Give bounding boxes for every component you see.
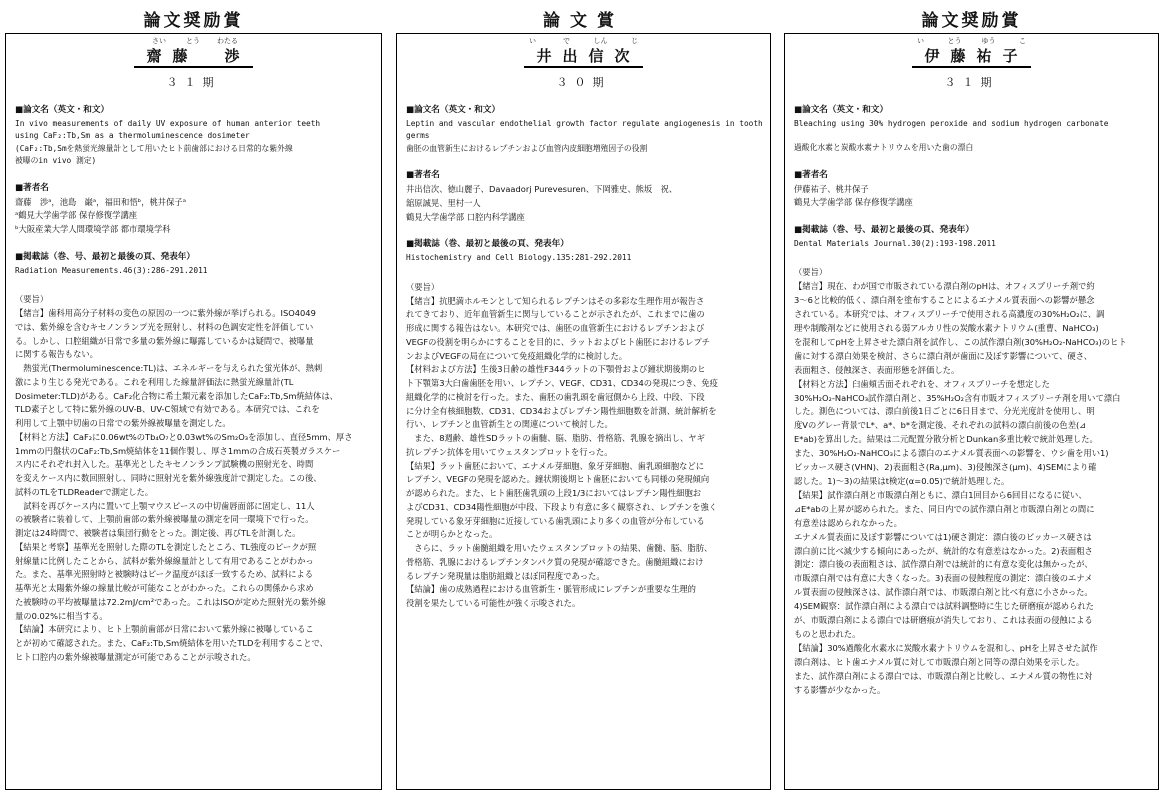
term: ３０期: [556, 76, 611, 89]
text-line: 4)SEM観察：試作漂白剤による漂白では試料調整時に生じた研磨痕が認められた: [794, 601, 1094, 612]
text-line: を変えケース内に数回照射し、同時に照射光を紫外線強度計で測定した。この後、: [15, 473, 322, 484]
text-line: 基準光と太陽紫外線の線量比較が可能なことがわかった。これらの関係から求め: [15, 583, 314, 594]
text-line: 射線量に比例したことから、試料が紫外線線量計として有用であることがわかっ: [15, 555, 314, 566]
paper-content: [785, 104, 1158, 697]
award-column-1: [0, 0, 387, 794]
text-line: ンおよびVEGFの局在について免疫組織化学的に検討した。: [406, 350, 628, 361]
paper-title: [15, 118, 372, 168]
text-line: に分け全有核細胞数、CD31、CD34およびレプチン陽性細胞数を計測、統計解析を: [406, 405, 717, 416]
text-line: TLD素子として特に紫外線のUV-B、UV-C領域で有効である。本研究では、これを: [15, 404, 320, 415]
term: ３１期: [944, 76, 999, 89]
text-line: 3～6と比較的低く、漂白剤を塗布することによるエナメル質表面への影響が懸念: [794, 295, 1095, 306]
text-line: 【緒言】現在、わが国で市販されている漂白剤のpHは、オフィスブリーチ剤で約: [794, 281, 1095, 292]
text-line: 【結果と考察】基準光を照射した際のTLを測定したところ、TL強度のピークが照: [15, 541, 317, 552]
text-line: 認した。1)～3)の結果はt検定(α=0.05)で統計処理した。: [794, 475, 1010, 486]
text-line: ル質表面の侵蝕深さは、試作漂白剤では、市販漂白剤と比べ有意に小さかった。: [794, 587, 1093, 598]
text-line: 理や制酸剤などに使用される弱アルカリ性の炭酸水素ナトリウム(重曹、NaHCO₃): [794, 323, 1099, 333]
summary-text: [15, 307, 372, 665]
name-ruby-reading: とう: [947, 37, 962, 45]
text-line: ᵃ鶴見大学歯学部 保存修復学講座: [15, 210, 138, 221]
text-line: が、市販漂白剤による漂白では研磨痕が消失しており、これは表面の侵蝕による: [794, 615, 1093, 626]
journal: Histochemistry and Cell Biology.135:281-292.2011: [406, 253, 632, 263]
summary-heading: （要旨）: [15, 294, 49, 305]
journal-heading: ■掲載誌（巻、号、最初と最後の頁、発表年）: [15, 251, 195, 262]
text-line: 抗レプチン抗体を用いてウェスタンブロットを行った。: [406, 446, 613, 457]
text-line: 30%H₂O₂-NaHCO₃試作漂白剤と、35%H₂O₂含有市販オフィスブリーチ剤を用いて漂白: [794, 392, 1121, 403]
text-line: 組織化学的に検討を行った。また、歯胚の歯乳頭を歯冠側から上段、中段、下段: [406, 391, 705, 402]
name-ruby-reading: い: [917, 37, 924, 45]
text-line: した。測色については、漂白前後1日ごとに6日目まで、分光光度計を使用し、明: [794, 406, 1095, 417]
text-line: 井出信次、徳山麗子、Davaadorj Purevesuren、下岡雅史、熊坂 祝、: [406, 184, 678, 195]
paper-title-heading: ■論文名（英文・和文）: [406, 105, 501, 115]
text-line: 測定：漂白後の表面粗さは、試作漂白剤では統計的に有意な変化は無かったが、: [794, 559, 1093, 570]
text-line: ビッカース硬さ(VHN)、2)表面粗さ(Ra,μm)、3)侵蝕深さ(μm)、4)SEMにより確: [794, 462, 1097, 473]
authors: [794, 183, 1149, 211]
text-line: 発現している象牙芽細胞に近接している歯乳頭により多くの血管が分布している: [406, 515, 705, 526]
text-line: [794, 130, 1149, 142]
text-line: 【結果】試作漂白剤と市販漂白剤ともに、漂白1回目から6回目になるに従い、: [794, 489, 1087, 500]
text-line: ⊿E*abの上昇が認められた。また、同日内での試作漂白剤と市販漂白剤との間に: [794, 503, 1095, 514]
paper-title-heading: ■論文名（英文・和文）: [15, 105, 110, 115]
text-line: ヒト口腔内の紫外線被曝量測定が可能であることが示唆された。: [15, 651, 256, 662]
text-line: 歯に対する漂白効果を検討、さらに漂白剤が歯面に及ぼす影響について、硬さ、: [794, 350, 1093, 361]
award-title: 論文賞: [543, 11, 624, 31]
text-line: る。しかし、口腔組織が日常で多量の紫外線に曝露しているかは疑問で、被曝量: [15, 335, 314, 346]
paper-title-heading: ■論文名（英文・和文）: [794, 105, 889, 115]
text-line: ものと思われた。: [794, 628, 861, 639]
text-line: 試料のTLをTLDReaderで測定した。: [15, 486, 154, 497]
award-column-2: [391, 0, 776, 794]
text-line: 漂白剤は、ヒト歯エナメル質に対して市販漂白剤と同等の漂白効果を示した。: [794, 656, 1085, 667]
text-line: 歯胚の血管新生におけるレプチンおよび血管内皮細胞増殖因子の役割: [406, 143, 648, 153]
paper-title: [794, 118, 1149, 155]
paper-content: [6, 104, 381, 665]
summary-heading: （要旨）: [406, 281, 440, 292]
text-line: また、試作漂白剤による漂白では、市販漂白剤と比較し、エナメル質の物性に対: [794, 670, 1093, 681]
text-line: た被験時の平均被曝量は72.2mJ/cm²であった。これはISOが定めた照射光の紫外線: [15, 596, 326, 607]
award-title: 論文奨励賞: [921, 11, 1022, 31]
text-line: されている。本研究では、オフィスブリーチで使用される高濃度の30%H₂O₂に、調: [794, 309, 1105, 320]
journal-heading: ■掲載誌（巻、号、最初と最後の頁、発表年）: [794, 225, 974, 236]
text-line: VEGFの役割を明らかにすることを目的に、ラットおよびヒト歯胚におけるレプチ: [406, 336, 711, 347]
name-ruby-reading: わたる: [217, 37, 238, 45]
journal: Dental Materials Journal.30(2):193-198.2011: [794, 238, 996, 248]
text-line: 度Vのグレー背景でL*、a*、b*を測定後、それぞれの試料の漂白前後の色差(⊿: [794, 420, 1087, 431]
text-line: する影響が少なかった。: [794, 684, 886, 695]
summary-text: [794, 280, 1149, 697]
authors-heading: ■著者名: [406, 170, 440, 181]
award-panel: [5, 33, 382, 790]
text-line: 市販漂白剤では有意に大きくなった。3)表面の侵蝕程度の測定：漂白後のエナメ: [794, 573, 1093, 584]
award-panel: [396, 33, 771, 790]
text-line: Leptin and vascular endothelial growth factor regulate angiogenesis in tooth: [406, 118, 763, 128]
name-ruby-reading: こ: [1019, 37, 1026, 45]
term: ３１期: [166, 76, 221, 89]
award-panel: [784, 33, 1159, 790]
name-ruby-reading: さい: [152, 37, 166, 45]
text-line: 伊藤祐子、桃井保子: [794, 183, 869, 194]
authors: [15, 196, 372, 237]
text-line: 齋藤 渉ᵃ，池島 巌ᵃ，福田和悟ᵇ，桃井保子ᵃ: [15, 196, 186, 207]
text-line: とが初めて確認された。また、CaF₂:Tb,Sm焼結体を用いたTLDを利用することで、: [15, 638, 328, 649]
text-line: using CaF₂:Tb,Sm as a thermoluminescence dosimeter: [15, 131, 250, 141]
summary-heading: （要旨）: [794, 267, 828, 278]
paper-title: [406, 118, 761, 156]
text-line: 1mmの円盤状のCaF₂:Tb,Sm焼結体を11個作製し、厚さ1mmの合成石英製ガラスケー: [15, 445, 341, 456]
text-line: 有意差は認められなかった。: [794, 517, 902, 528]
text-line: 表面粗さ、侵蝕深さ、表面形態を評価した。: [794, 364, 960, 375]
text-line: 被曝のin vivo 測定): [15, 156, 97, 166]
name-ruby-reading: ゆう: [981, 37, 996, 45]
text-line: 【材料と方法】CaF₂に0.06wt%のTb₄O₇と0.03wt%のSm₂O₃を添加し、直径5mm、厚さ: [15, 431, 353, 442]
text-line: 【結論】歯の成熟過程における血管新生・脈管形成にレプチンが重要な生理的: [406, 584, 696, 595]
text-line: 利用して上顎中切歯の日常での紫外線被曝量を測定した。: [15, 418, 231, 429]
text-line: germs: [406, 131, 430, 141]
award-title: 論文奨励賞: [143, 11, 244, 31]
text-line: が認められた。また、ヒト歯胚歯乳頭の上段1/3においてはレプチン陽性細胞お: [406, 488, 702, 499]
text-line: エナメル質表面に及ぼす影響については1)硬さ測定：漂白後のビッカース硬さは: [794, 531, 1092, 542]
name-ruby-reading: い: [529, 37, 536, 45]
text-line: 【材料と方法】臼歯頬舌面それぞれを、オフィスブリーチを想定した: [794, 378, 1050, 389]
text-line: Bleaching using 30% hydrogen peroxide and sodium hydrogen carbonate: [794, 118, 1109, 128]
name-ruby-reading: とう: [186, 37, 200, 45]
text-line: 【結論】30%過酸化水素水に炭酸水素ナトリウムを混和し、pHを上昇させた試作: [794, 642, 1098, 653]
text-line: の被験者に装着して、上顎前歯部の紫外線被曝量の測定を同一環境下で行った。: [15, 514, 314, 525]
text-line: れてきており、近年血管新生に関与していることが示されたが、これまでに歯の: [406, 309, 705, 320]
name-ruby-reading: で: [563, 37, 570, 45]
text-line: 役割を果たしている可能性が強く示唆された。: [406, 598, 581, 609]
winner-name-block: [6, 37, 381, 90]
text-line: 過酸化水素と炭酸水素ナトリウムを用いた歯の漂白: [794, 143, 974, 153]
text-line: また、8週齢、雄性SDラットの歯髄、脳、脂肪、骨格筋、乳腺を摘出し、ヤギ: [406, 433, 705, 444]
winner-name-block: [785, 37, 1158, 90]
winner-name-block: [397, 37, 770, 90]
award-column-3: [779, 0, 1164, 794]
text-line: 鶴見大学歯学部 保存修復学講座: [794, 197, 913, 208]
journal: Radiation Measurements.46(3):286-291.2011: [15, 265, 208, 275]
text-line: レプチン、VEGFの発現を認めた。鐘状期後期ヒト歯胚においても同様の発現傾向: [406, 474, 710, 485]
text-line: 鶴見大学歯学部 口腔内科学講座: [406, 211, 525, 222]
text-line: 熱蛍光(Thermoluminescence:TL)は、エネルギーを与えられた蛍光体が、熱刺: [15, 363, 323, 374]
text-line: 【緒言】歯科用高分子材料の変色の原因の一つに紫外線が挙げられる。ISO4049: [15, 308, 316, 319]
text-line: 【結果】ラット歯胚において、エナメル芽細胞、象牙芽細胞、歯乳頭細胞などに: [406, 460, 705, 471]
authors-heading: ■著者名: [794, 169, 828, 180]
text-line: ト下顎第3大臼歯歯胚を用い、レプチン、VEGF、CD31、CD34の発現につき、免疫: [406, 378, 718, 389]
name-ruby: [397, 37, 770, 46]
text-line: に関する報告もない。: [15, 349, 98, 360]
text-line: よびCD31、CD34陽性細胞が中段、下段より有意に多く観察され、レプチンを強く: [406, 501, 718, 512]
text-line: ス内にそれぞれ封入した。基準光としたキセノンランプ試験機の照射光を、時間: [15, 459, 314, 470]
text-line: In vivo measurements of daily UV exposure of human anterior teeth: [15, 118, 321, 128]
name-ruby-reading: じ: [631, 37, 638, 45]
journal-heading: ■掲載誌（巻、最初と最後の頁、発表年）: [406, 239, 569, 250]
text-line: 【緒言】抗肥満ホルモンとして知られるレプチンはその多彩な生理作用が報告さ: [406, 295, 705, 306]
name-ruby-reading: しん: [593, 37, 608, 45]
text-line: 漂白前に比べ減少する傾向にあったが、統計的な有意差はなかった。2)表面粗さ: [794, 545, 1093, 556]
text-line: 【結論】本研究により、ヒト上顎前歯部が日常において紫外線に被曝しているこ: [15, 624, 314, 635]
text-line: 骨格筋、乳腺におけるレプチンタンパク質の発現が確認できた。歯髄組織におけ: [406, 556, 704, 567]
winner-name: 伊藤祐子: [912, 47, 1030, 68]
text-line: 【材料および方法】生後3日齢の雄性F344ラットの下顎骨および鐘状期後期のヒ: [406, 364, 706, 375]
paper-content: [397, 104, 770, 611]
text-line: Dosimeter:TLD)がある。CaF₂化合物に希土類元素を添加したCaF₂:Tb,Sm焼結体は、: [15, 390, 338, 401]
text-line: るレプチン発現量は脂肪組織とほぼ同程度であった。: [406, 570, 605, 581]
summary-text: [406, 295, 761, 611]
text-line: 量の0.02%に相当する。: [15, 610, 108, 621]
text-line: さらに、ラット歯髄組織を用いたウェスタンブロットの結果、歯髄、脳、脂肪、: [406, 543, 713, 554]
authors: [406, 183, 761, 224]
authors-heading: ■著者名: [15, 182, 49, 193]
text-line: 舘原誠晃、里村一人: [406, 197, 481, 208]
name-ruby: [6, 37, 381, 46]
name-ruby: [785, 37, 1158, 46]
text-line: 試料を再びケース内に置いて上顎マウスピースの中切歯唇面部に固定し、11人: [15, 500, 315, 511]
winner-name: 齋藤 渉: [134, 47, 252, 68]
text-line: 激により生じる発光である。これを利用した線量評価法に熱蛍光線量計(TL: [15, 376, 294, 387]
text-line: 行い、レプチンと血管新生との関連について検討した。: [406, 419, 613, 430]
text-line: を混和してpHを上昇させた漂白剤を試作し、この試作漂白剤(30%H₂O₂-NaHCO₃)のヒト: [794, 336, 1127, 347]
text-line: (CaF₂:Tb,Smを熱蛍光線量計として用いたヒト前歯部における日常的な紫外線: [15, 143, 293, 153]
text-line: た。また、基準光照射時と被験時はピーク温度がほぼ一致するため、試料による: [15, 569, 314, 580]
text-line: ᵇ大阪産業大学人間環境学部 都市環境学科: [15, 224, 171, 235]
winner-name: 井出信次: [524, 47, 642, 68]
text-line: ことが明らかとなった。: [406, 529, 498, 540]
text-line: E*ab)を算出した。結果は二元配置分散分析とDunkan多重比較で統計処理した。: [794, 434, 1098, 445]
text-line: また、30%H₂O₂-NaHCO₃による漂白のエナメル質表面への影響を、ウシ歯を用い1): [794, 448, 1109, 459]
text-line: 測定は24時間で、被験者は集団行動をとった。測定後、再びTLを計測した。: [15, 528, 301, 539]
text-line: では、紫外線を含むキセノンランプ光を照射し、材料の色調安定性を評価してい: [15, 321, 314, 332]
text-line: 形成に関する報告はない。本研究では、歯胚の血管新生におけるレプチンおよび: [406, 323, 705, 334]
